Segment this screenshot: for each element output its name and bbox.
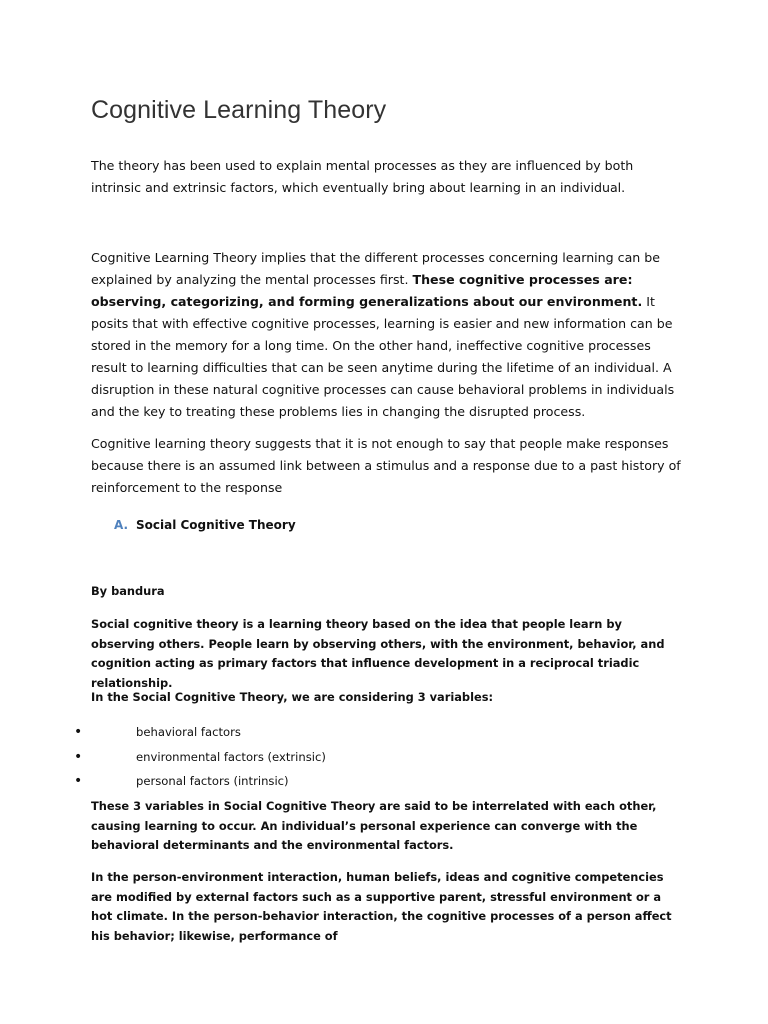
variables-list xyxy=(0,722,768,796)
page-title: Cognitive Learning Theory xyxy=(91,96,387,124)
interaction-paragraph xyxy=(91,868,681,946)
section-heading-label: Social Cognitive Theory xyxy=(136,518,296,532)
list-marker: A. xyxy=(114,518,129,532)
list-item xyxy=(0,771,768,796)
bullet-icon: • xyxy=(74,773,83,789)
list-item-text: environmental factors (extrinsic) xyxy=(136,749,326,764)
paragraph-bold-text: These cognitive processes are: observing, categorizing, and forming generalizations about our environment. xyxy=(91,272,643,309)
by-line: By bandura xyxy=(91,584,165,598)
intro-paragraph: The theory has been used to explain mental processes as they are influenced by both intrinsic and extrinsic factors, which eventually bring about learning in an individual. xyxy=(91,158,634,195)
paragraph-text: It posits that with effective cognitive processes, learning is easier and new information can be stored in the memory for a long time. On the other hand, ineffective cognitive processes result to learning difficulties that can be seen anytime during the lifetime of an individual. A disruption in these natural cognitive processes can cause behavioral problems in individuals and the key to treating these problems lies in changing the disrupted process. xyxy=(91,294,675,419)
paragraph-text: interaction, the cognitive processes of a person affect his behavior; likewise, performance of xyxy=(91,909,672,943)
list-item xyxy=(0,747,768,772)
bullet-icon: • xyxy=(74,724,83,740)
paragraph-bold-text: person-environment xyxy=(132,870,264,884)
bullet-icon: • xyxy=(74,748,83,765)
paragraph-bold-text: person-behavior xyxy=(213,909,319,923)
paragraph-text: In the xyxy=(91,870,133,884)
social-cognitive-paragraph: Social cognitive theory is a learning theory based on the idea that people learn by observing others. People learn by observing others, with the environment, behavior, and cognition acting as primary factors that influence development in a reciprocal triadic relationship. xyxy=(91,617,665,690)
list-item-text: personal factors (intrinsic) xyxy=(136,774,289,788)
paragraph-text: interaction, human beliefs, ideas and cognitive competencies are modified by external factors such as a supportive parent, stressful environment or a hot climate. In the xyxy=(91,870,664,923)
section-heading-social-cognitive xyxy=(114,515,296,535)
list-item-text: behavioral factors xyxy=(136,725,241,739)
stimulus-response-paragraph: Cognitive learning theory suggests that it is not enough to say that people make responses because there is an assumed link between a stimulus and a response due to a past history of reinforcement to the response xyxy=(91,436,681,495)
interrelated-paragraph: These 3 variables in Social Cognitive Theory are said to be interrelated with each other, causing learning to occur. An individual’s personal experience can converge with the behavioral determinants and the environmental factors. xyxy=(91,799,657,852)
paragraph-text: Cognitive Learning Theory implies that the different processes concerning learning can be explained by analyzing the mental processes first. xyxy=(91,250,661,287)
cognitive-theory-paragraph xyxy=(91,247,681,423)
variables-intro: In the Social Cognitive Theory, we are considering 3 variables: xyxy=(91,690,494,704)
list-item xyxy=(0,722,768,747)
